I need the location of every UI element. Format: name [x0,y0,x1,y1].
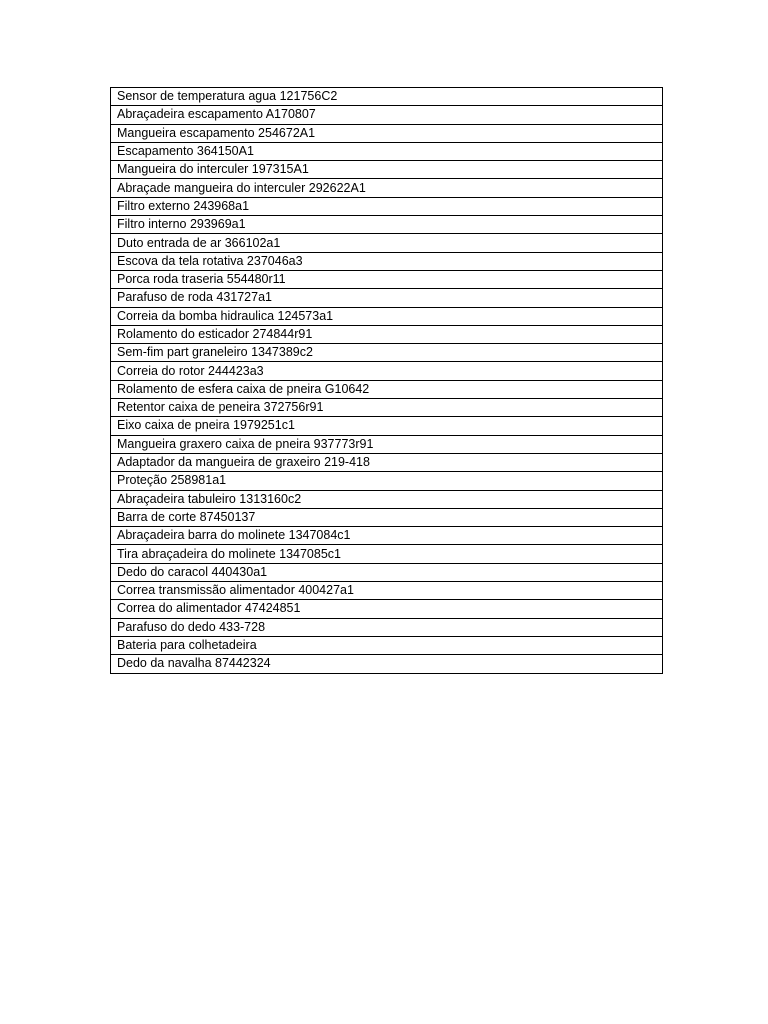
table-row [111,417,663,435]
table-row [111,545,663,563]
table-cell: Retentor caixa de peneira 372756r91 [111,399,663,417]
table-cell: Abraçadeira tabuleiro 1313160c2 [111,490,663,508]
table-cell: Correa transmissão alimentador 400427a1 [111,582,663,600]
table-cell: Sem-fim part graneleiro 1347389c2 [111,344,663,362]
table-row [111,344,663,362]
table-cell: Porca roda traseria 554480r11 [111,270,663,288]
table-row [111,508,663,526]
table-cell: Proteção 258981a1 [111,472,663,490]
table-row [111,380,663,398]
table-row [111,399,663,417]
table-cell: Filtro interno 293969a1 [111,216,663,234]
table-cell: Abraçade mangueira do interculer 292622A1 [111,179,663,197]
table-row [111,435,663,453]
table-cell: Filtro externo 243968a1 [111,197,663,215]
table-row [111,453,663,471]
table-row [111,490,663,508]
table-cell: Rolamento do esticador 274844r91 [111,325,663,343]
table-row [111,563,663,581]
table-cell: Escapamento 364150A1 [111,142,663,160]
table-cell: Escova da tela rotativa 237046a3 [111,252,663,270]
table-row [111,472,663,490]
table-row [111,179,663,197]
table-row [111,289,663,307]
table-row [111,197,663,215]
table-cell: Tira abraçadeira do molinete 1347085c1 [111,545,663,563]
parts-table [110,87,663,674]
table-row [111,600,663,618]
table-row [111,252,663,270]
table-cell: Dedo da navalha 87442324 [111,655,663,673]
table-row [111,362,663,380]
table-row [111,325,663,343]
table-cell: Mangueira escapamento 254672A1 [111,124,663,142]
table-row [111,216,663,234]
table-cell: Adaptador da mangueira de graxeiro 219-418 [111,453,663,471]
table-cell: Eixo caixa de pneira 1979251c1 [111,417,663,435]
table-cell: Correia do rotor 244423a3 [111,362,663,380]
table-cell: Mangueira graxero caixa de pneira 937773r91 [111,435,663,453]
table-row [111,527,663,545]
table-cell: Correa do alimentador 47424851 [111,600,663,618]
table-cell: Rolamento de esfera caixa de pneira G10642 [111,380,663,398]
table-cell: Mangueira do interculer 197315A1 [111,161,663,179]
table-row [111,161,663,179]
table-cell: Correia da bomba hidraulica 124573a1 [111,307,663,325]
table-row [111,270,663,288]
table-row [111,655,663,673]
table-row [111,142,663,160]
table-row [111,124,663,142]
table-cell: Sensor de temperatura agua 121756C2 [111,88,663,106]
table-cell: Dedo do caracol 440430a1 [111,563,663,581]
table-cell: Duto entrada de ar 366102a1 [111,234,663,252]
table-row [111,88,663,106]
table-row [111,618,663,636]
table-cell: Abraçadeira barra do molinete 1347084c1 [111,527,663,545]
table-cell: Barra de corte 87450137 [111,508,663,526]
parts-table-body [111,88,663,674]
table-cell: Abraçadeira escapamento A170807 [111,106,663,124]
table-row [111,307,663,325]
table-row [111,234,663,252]
table-row [111,106,663,124]
table-row [111,582,663,600]
table-cell: Bateria para colhetadeira [111,636,663,654]
table-cell: Parafuso do dedo 433-728 [111,618,663,636]
table-cell: Parafuso de roda 431727a1 [111,289,663,307]
table-row [111,636,663,654]
